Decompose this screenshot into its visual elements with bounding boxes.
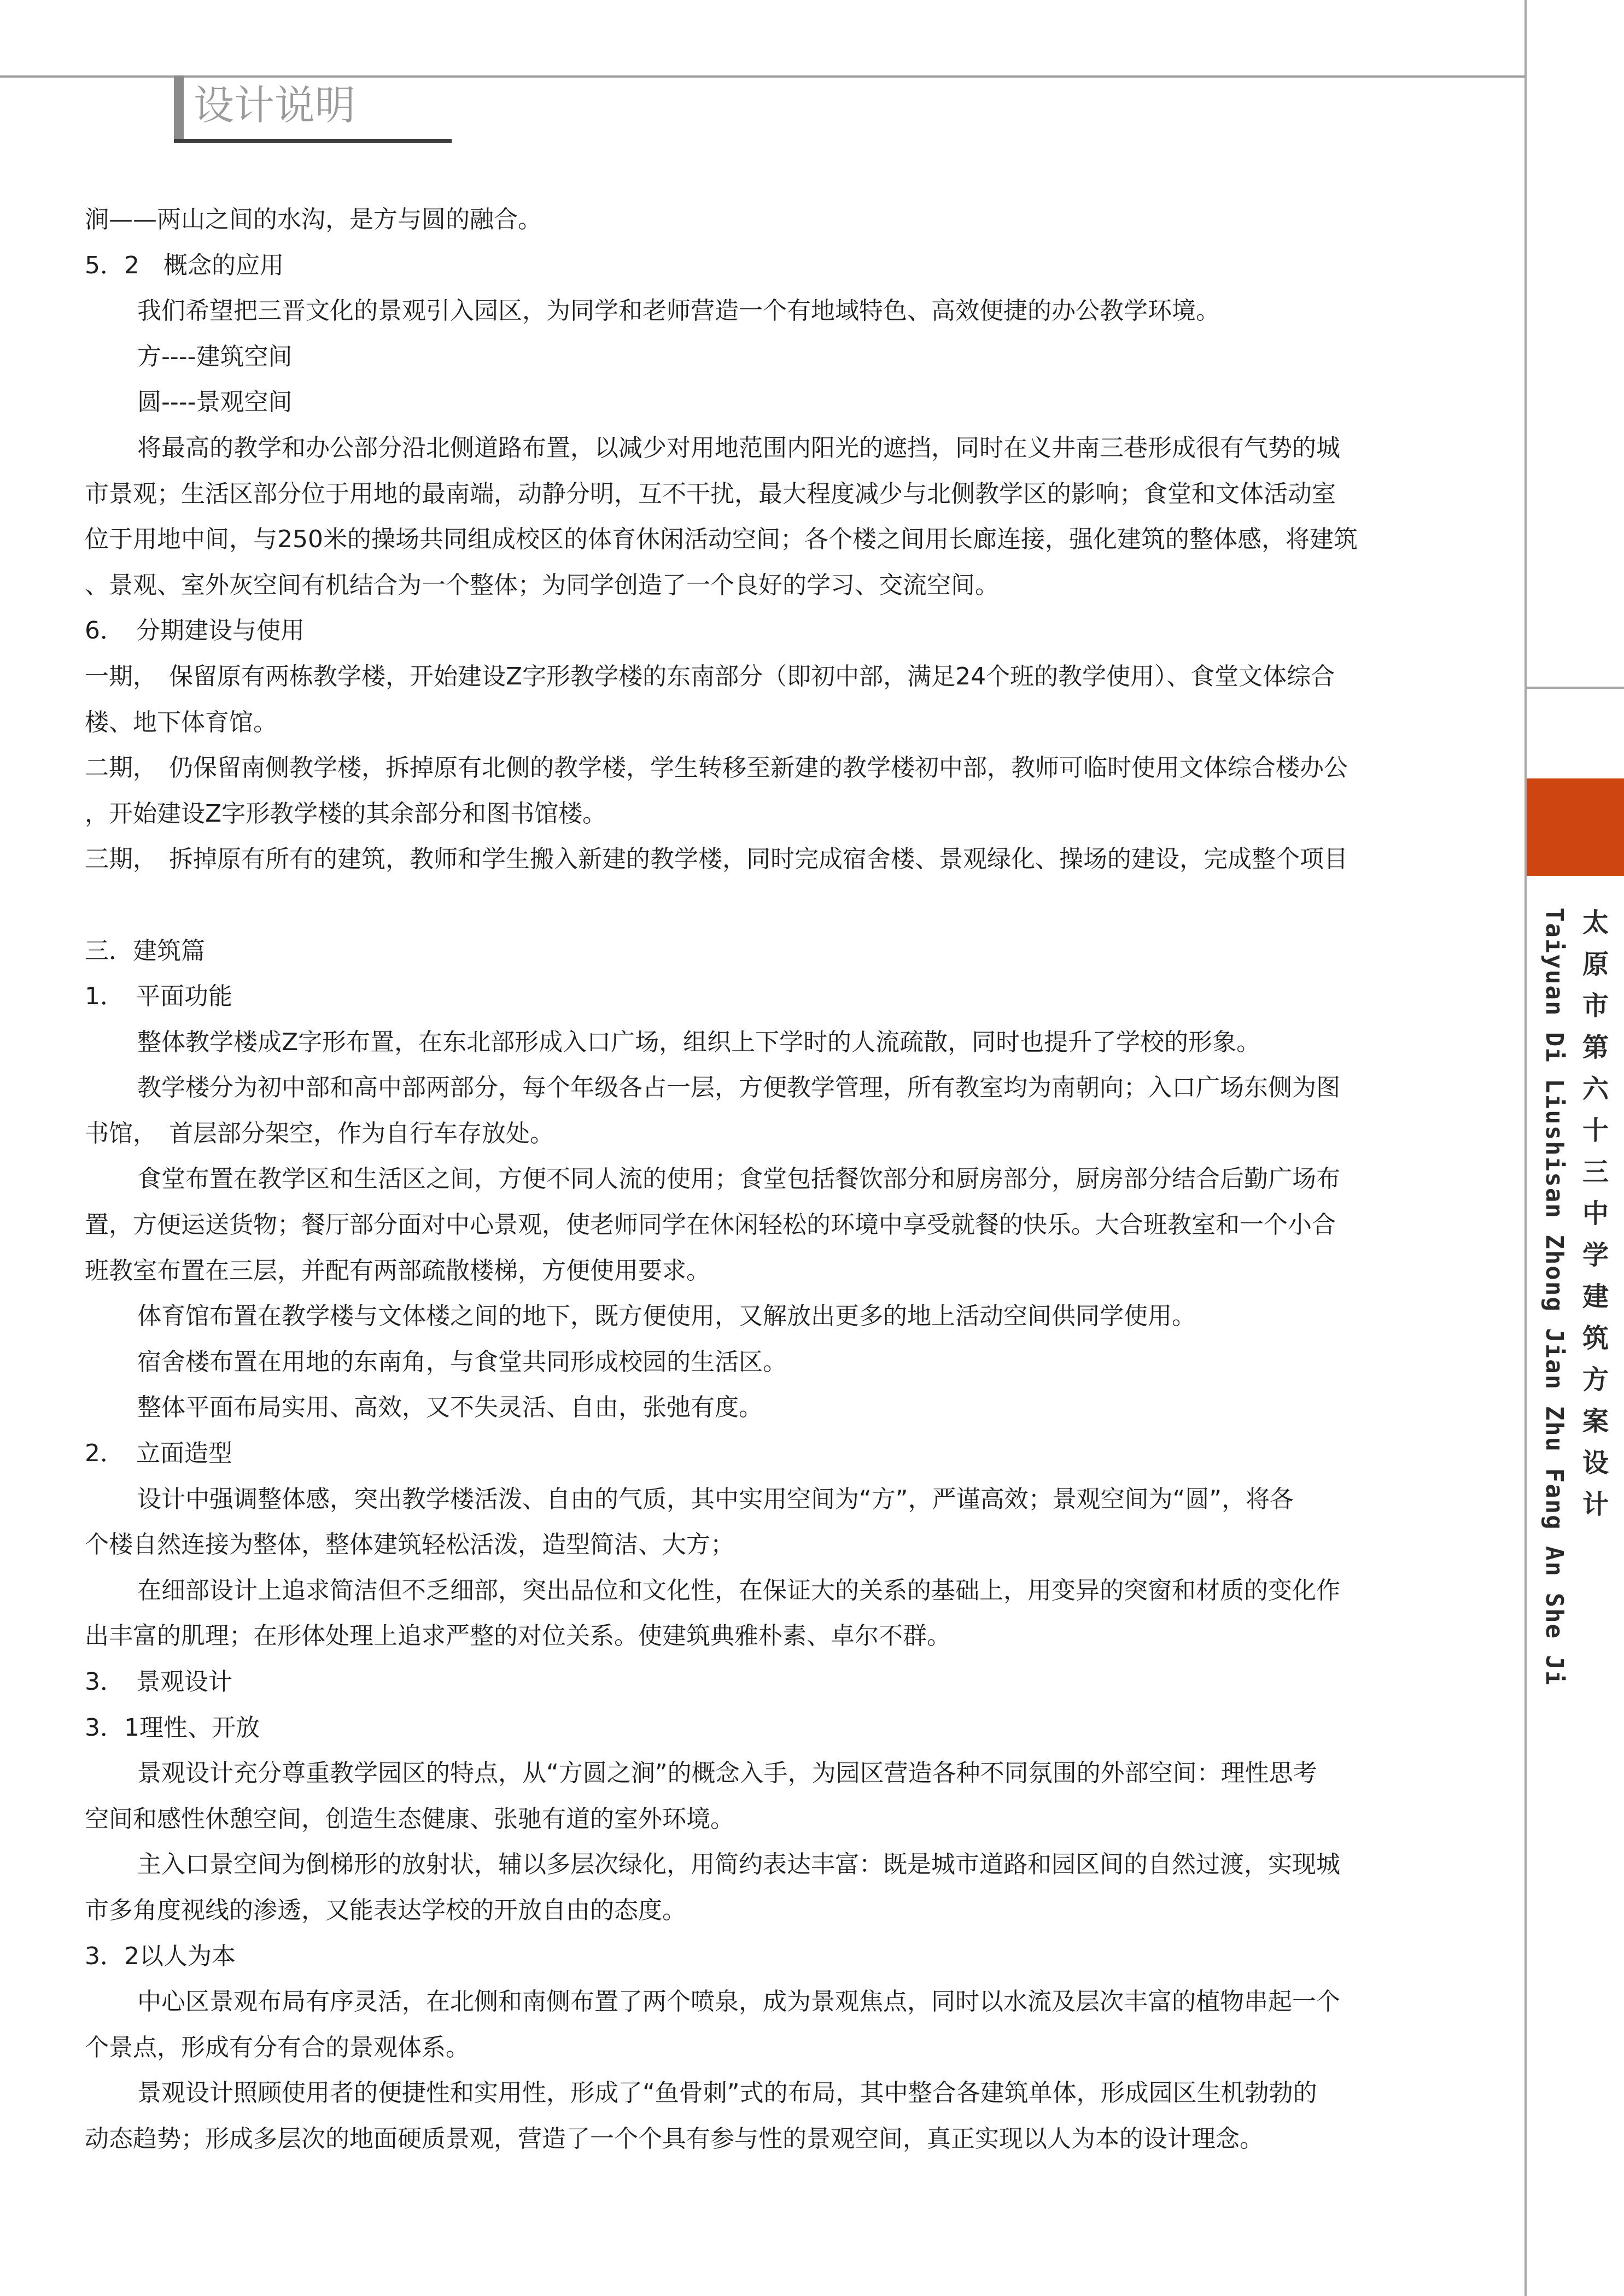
subsection-heading: 3．1理性、开放	[85, 1713, 260, 1742]
paragraph-line: 中心区景观布局有序灵活，在北侧和南侧布置了两个喷泉，成为景观焦点，同时以水流及层次丰富的植物串起一个	[137, 1988, 1340, 2016]
side-title-pinyin: Taiyuan Di Liushisan Zhong Jian Zhu Fang An She Ji	[1540, 907, 1568, 1686]
paragraph-line: 教学楼分为初中部和高中部两部分，每个年级各占一层，方便教学管理，所有教室均为南朝向；入口广场东侧为图	[137, 1074, 1340, 1102]
paragraph-line: 圆----景观空间	[137, 388, 293, 417]
side-title-chinese: 太原市第六十三中学建筑方案设计	[1582, 907, 1609, 1520]
paragraph-line: 楼、地下体育馆。	[85, 708, 277, 736]
paragraph-line: 景观设计照顾使用者的便捷性和实用性，形成了“鱼骨刺”式的布局，其中整合各建筑单体，形成园区生机勃勃的	[137, 2079, 1317, 2107]
paragraph-line: 方----建筑空间	[137, 342, 293, 371]
paragraph-line: 宿舍楼布置在用地的东南角，与食堂共同形成校园的生活区。	[137, 1348, 787, 1376]
subsection-heading: 1． 平面功能	[85, 982, 232, 1011]
paragraph-line: 食堂布置在教学区和生活区之间，方便不同人流的使用；食堂包括餐饮部分和厨房部分，厨房部分结合后勤广场布	[137, 1165, 1340, 1193]
subsection-heading: 3．2以人为本	[85, 1942, 236, 1970]
paragraph-line: 班教室布置在三层，并配有两部疏散楼梯，方便使用要求。	[85, 1256, 710, 1285]
paragraph-line: 景观设计充分尊重教学园区的特点，从“方圆之涧”的概念入手，为园区营造各种不同氛围的外部空间：理性思考	[137, 1759, 1317, 1788]
section-header	[174, 75, 452, 143]
paragraph-line: 空间和感性休憩空间，创造生态健康、张驰有道的室外环境。	[85, 1805, 734, 1833]
paragraph-line: ，开始建设Z字形教学楼的其余部分和图书馆楼。	[85, 799, 607, 828]
paragraph-line: 市多角度视线的渗透，又能表达学校的开放自由的态度。	[85, 1896, 686, 1924]
paragraph-line: 体育馆布置在教学楼与文体楼之间的地下，既方便使用，又解放出更多的地上活动空间供同学使用。	[137, 1302, 1196, 1331]
blank-line	[85, 882, 1485, 928]
paragraph-line: 设计中强调整体感，突出教学楼活泼、自由的气质，其中实用空间为“方”，严谨高效；景观空间为“圆”，将各	[137, 1485, 1294, 1513]
paragraph-line: 在细部设计上追求简洁但不乏细部，突出品位和文化性，在保证大的关系的基础上，用变异的突窗和材质的变化作	[137, 1576, 1340, 1604]
section-heading: 三．建筑篇	[85, 936, 205, 965]
accent-tab	[1527, 778, 1624, 876]
paragraph-line: 涧——两山之间的水沟，是方与圆的融合。	[85, 206, 542, 233]
paragraph-line: 动态趋势；形成多层次的地面硬质景观，营造了一个个具有参与性的景观空间，真正实现以人为本的设计理念。	[85, 2124, 1264, 2153]
side-tab-divider	[1527, 687, 1624, 689]
paragraph-line: 一期， 保留原有两栋教学楼，开始建设Z字形教学楼的东南部分（即初中部，满足24个班的教学使用）、食堂文体综合	[85, 662, 1335, 690]
right-margin-divider	[1524, 0, 1527, 2296]
paragraph-line: 整体平面布局实用、高效，又不失灵活、自由，张弛有度。	[137, 1393, 763, 1422]
paragraph-line: 出丰富的肌理；在形体处理上追求严整的对位关系。使建筑典雅朴素、卓尔不群。	[85, 1622, 951, 1650]
subsection-heading: 3． 景观设计	[85, 1668, 232, 1696]
subsection-heading: 2． 立面造型	[85, 1439, 232, 1468]
header-accent-bar	[174, 75, 184, 141]
paragraph-line: 置，方便运送货物；餐厅部分面对中心景观，使老师同学在休闲轻松的环境中享受就餐的快乐。大合班教室和一个小合	[85, 1211, 1336, 1239]
paragraph-line: 个景点，形成有分有合的景观体系。	[85, 2033, 470, 2061]
paragraph-line: 二期， 仍保留南侧教学楼，拆掉原有北侧的教学楼，学生转移至新建的教学楼初中部，教师可临时使用文体综合楼办公	[85, 754, 1348, 782]
paragraph-line: 个楼自然连接为整体，整体建筑轻松活泼，造型简洁、大方；	[85, 1531, 734, 1559]
paragraph-line: 我们希望把三晋文化的景观引入园区，为同学和老师营造一个有地域特色、高效便捷的办公教学环境。	[137, 297, 1220, 325]
paragraph-line: 主入口景空间为倒梯形的放射状，辅以多层次绿化，用简约表达丰富：既是城市道路和园区间的自然过渡，实现城	[137, 1850, 1340, 1879]
paragraph-line: 将最高的教学和办公部分沿北侧道路布置，以减少对用地范围内阳光的遮挡，同时在义井南三巷形成很有气势的城	[137, 434, 1340, 462]
body-text	[85, 197, 1485, 2162]
paragraph-line: 市景观；生活区部分位于用地的最南端，动静分明，互不干扰，最大程度减少与北侧教学区的影响；食堂和文体活动室	[85, 479, 1336, 508]
header-underline	[174, 139, 452, 143]
page-title: 设计说明	[194, 82, 355, 129]
paragraph-line: 、景观、室外灰空间有机结合为一个整体；为同学创造了一个良好的学习、交流空间。	[85, 571, 999, 599]
subsection-heading: 6． 分期建设与使用	[85, 617, 305, 645]
paragraph-line: 整体教学楼成Z字形布置，在东北部形成入口广场，组织上下学时的人流疏散，同时也提升了学校的形象。	[137, 1028, 1261, 1056]
subsection-heading: 5．2 概念的应用	[85, 251, 284, 279]
paragraph-line: 三期， 拆掉原有所有的建筑，教师和学生搬入新建的教学楼，同时完成宿舍楼、景观绿化、操场的建设，完成整个项目	[85, 845, 1348, 874]
paragraph-line: 位于用地中间，与250米的操场共同组成校区的体育休闲活动空间；各个楼之间用长廊连接，强化建筑的整体感，将建筑	[85, 525, 1358, 554]
paragraph-line: 书馆， 首层部分架空，作为自行车存放处。	[85, 1119, 554, 1147]
